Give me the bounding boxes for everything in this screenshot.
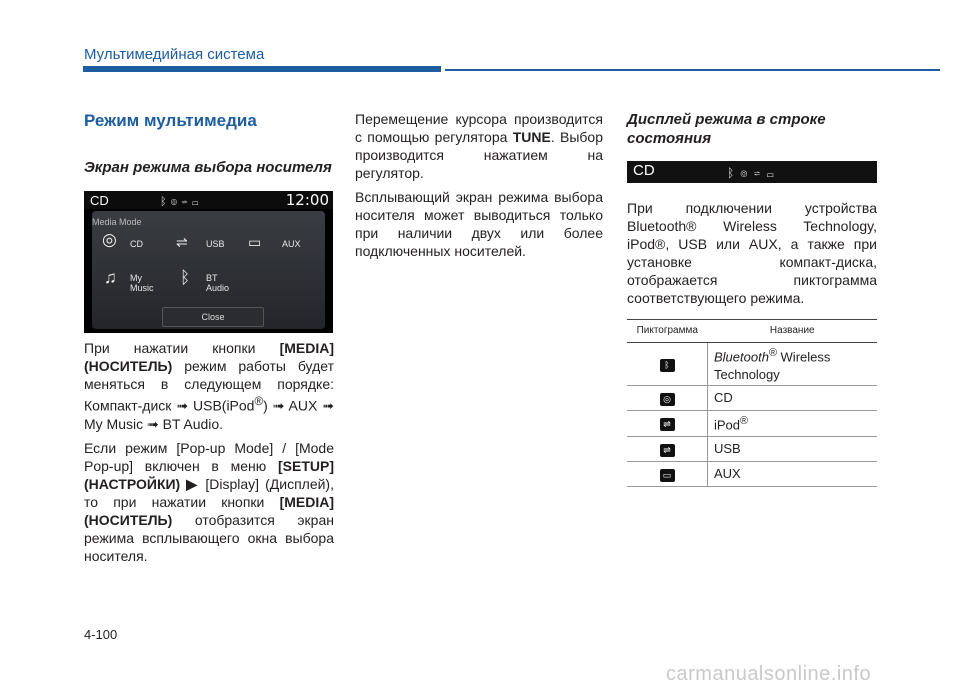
usb-icon: ⇌ bbox=[176, 234, 188, 250]
table-row bbox=[627, 461, 877, 486]
aux-icon: ▭ bbox=[766, 166, 780, 180]
column-1 bbox=[84, 110, 334, 571]
media-option-bt-audio: BT Audio bbox=[206, 273, 230, 293]
text: ) ➟ AUX ➟ My Music ➟ BT Audio. bbox=[84, 397, 334, 432]
aux-icon: ▭ bbox=[248, 234, 262, 250]
usb-icon: ⇌ bbox=[660, 444, 675, 457]
media-option-cd: CD bbox=[130, 239, 143, 249]
paragraph-cursor bbox=[355, 110, 603, 182]
media-option-usb: USB bbox=[206, 239, 225, 249]
aux-icon: ▭ bbox=[191, 196, 203, 208]
chapter-title: Мультимедийная система bbox=[84, 46, 265, 63]
table-cell-name: AUX bbox=[708, 461, 878, 486]
table-cell-name bbox=[708, 411, 878, 436]
bluetooth-icon: ᛒ bbox=[660, 359, 675, 372]
media-option-aux: AUX bbox=[282, 239, 301, 249]
aux-icon: ▭ bbox=[660, 469, 675, 482]
disc-icon: ◎ bbox=[170, 196, 182, 208]
usb-icon: ⇌ bbox=[181, 196, 192, 208]
table-cell-name: USB bbox=[708, 436, 878, 461]
icon-table bbox=[627, 319, 877, 487]
text: отобразится экран режима всплывающего окна выбора носителя. bbox=[84, 511, 334, 564]
watermark: carmanualsonline.info bbox=[666, 663, 872, 685]
text: Wireless Technology bbox=[714, 349, 831, 383]
subsection-title-status-bar: Дисплей режима в строке состояния bbox=[627, 111, 826, 147]
table-row bbox=[627, 343, 877, 386]
disc-icon: ◎ bbox=[740, 166, 754, 180]
text: При нажатии кнопки bbox=[84, 340, 280, 356]
ipod-usb-icon: ⇌ bbox=[660, 418, 675, 431]
screen-status-icons bbox=[160, 193, 202, 211]
table-cell-icon bbox=[627, 461, 708, 486]
column-3 bbox=[627, 110, 877, 487]
column-2 bbox=[355, 110, 603, 266]
registered-mark: ® bbox=[254, 395, 264, 408]
text: . Выбор производится нажатием на регулятор. bbox=[355, 129, 603, 181]
paragraph-popup-mode bbox=[84, 439, 334, 565]
media-option-my-music: My Music bbox=[130, 273, 154, 293]
table-header-name: Название bbox=[708, 320, 878, 343]
text: Перемещение курсора производится с помощью регулятора bbox=[355, 111, 603, 145]
paragraph-popup-condition: Всплывающий экран режима выбора носителя может выводиться только при наличии двух или более подключенных носителей. bbox=[355, 189, 603, 259]
setup-button-ref: [SETUP] (НАСТРОЙКИ) ▶ bbox=[84, 457, 334, 492]
registered-mark: ® bbox=[768, 347, 777, 359]
tune-knob-ref: TUNE bbox=[512, 129, 551, 145]
subsection-title-media-select: Экран режима выбора носителя bbox=[84, 159, 332, 176]
screen-clock: 12:00 bbox=[285, 191, 329, 209]
disc-icon: ◎ bbox=[660, 393, 675, 406]
table-row bbox=[627, 411, 877, 436]
text: Bluetooth bbox=[714, 349, 769, 365]
header-rule-thick bbox=[83, 66, 441, 72]
usb-icon: ⇌ bbox=[753, 166, 767, 180]
paragraph-status-icons: При подключении устройства Bluetooth® Wireless Technology, iPod®, USB или AUX, а также при установке компакт-диска, отображается пиктограмма соответствующего режима. bbox=[627, 200, 877, 306]
registered-mark: ® bbox=[740, 415, 749, 428]
table-cell-icon bbox=[627, 386, 708, 411]
bluetooth-icon: ᛒ bbox=[160, 196, 171, 208]
table-row bbox=[627, 436, 877, 461]
text: [Display] (Дисплей), то при нажатии кнопки bbox=[84, 475, 334, 510]
folder-music-icon: ♫ bbox=[104, 268, 117, 287]
status-bar-image bbox=[627, 161, 877, 183]
text: Если режим [Pop-up Mode] / [Mode Pop-up] включен в меню bbox=[84, 439, 334, 474]
header-rule-thin bbox=[445, 69, 940, 71]
table-cell-icon bbox=[627, 436, 708, 461]
table-cell-name bbox=[708, 343, 878, 386]
status-bar-icons bbox=[727, 164, 780, 182]
screen-source-label: CD bbox=[90, 193, 109, 208]
table-cell-icon bbox=[627, 411, 708, 436]
close-button: Close bbox=[162, 307, 264, 327]
media-mode-screen-image bbox=[84, 191, 333, 333]
table-header-icon: Пиктограмма bbox=[627, 320, 708, 343]
media-button-ref: [MEDIA] (НОСИТЕЛЬ) bbox=[84, 340, 334, 374]
table-cell-name: CD bbox=[708, 386, 878, 411]
page-number: 4-100 bbox=[84, 627, 118, 642]
media-button-ref: [MEDIA] (НОСИТЕЛЬ) bbox=[84, 493, 334, 528]
table-cell-icon bbox=[627, 343, 708, 386]
paragraph-media-order bbox=[84, 339, 334, 433]
section-title: Режим мультимедиа bbox=[84, 111, 257, 130]
text: iPod bbox=[714, 417, 741, 433]
dialog-title: Media Mode bbox=[92, 217, 142, 227]
cd-disc-icon: ◎ bbox=[102, 230, 117, 249]
bluetooth-icon: ᛒ bbox=[727, 166, 741, 180]
bluetooth-icon: ᛒ bbox=[180, 268, 191, 287]
status-bar-source: CD bbox=[633, 162, 655, 179]
text: режим работы будет меняться в следующем порядке: Компакт-диск ➟ USB(iPod bbox=[84, 358, 334, 414]
table-row bbox=[627, 386, 877, 411]
table-header-row bbox=[627, 320, 877, 343]
